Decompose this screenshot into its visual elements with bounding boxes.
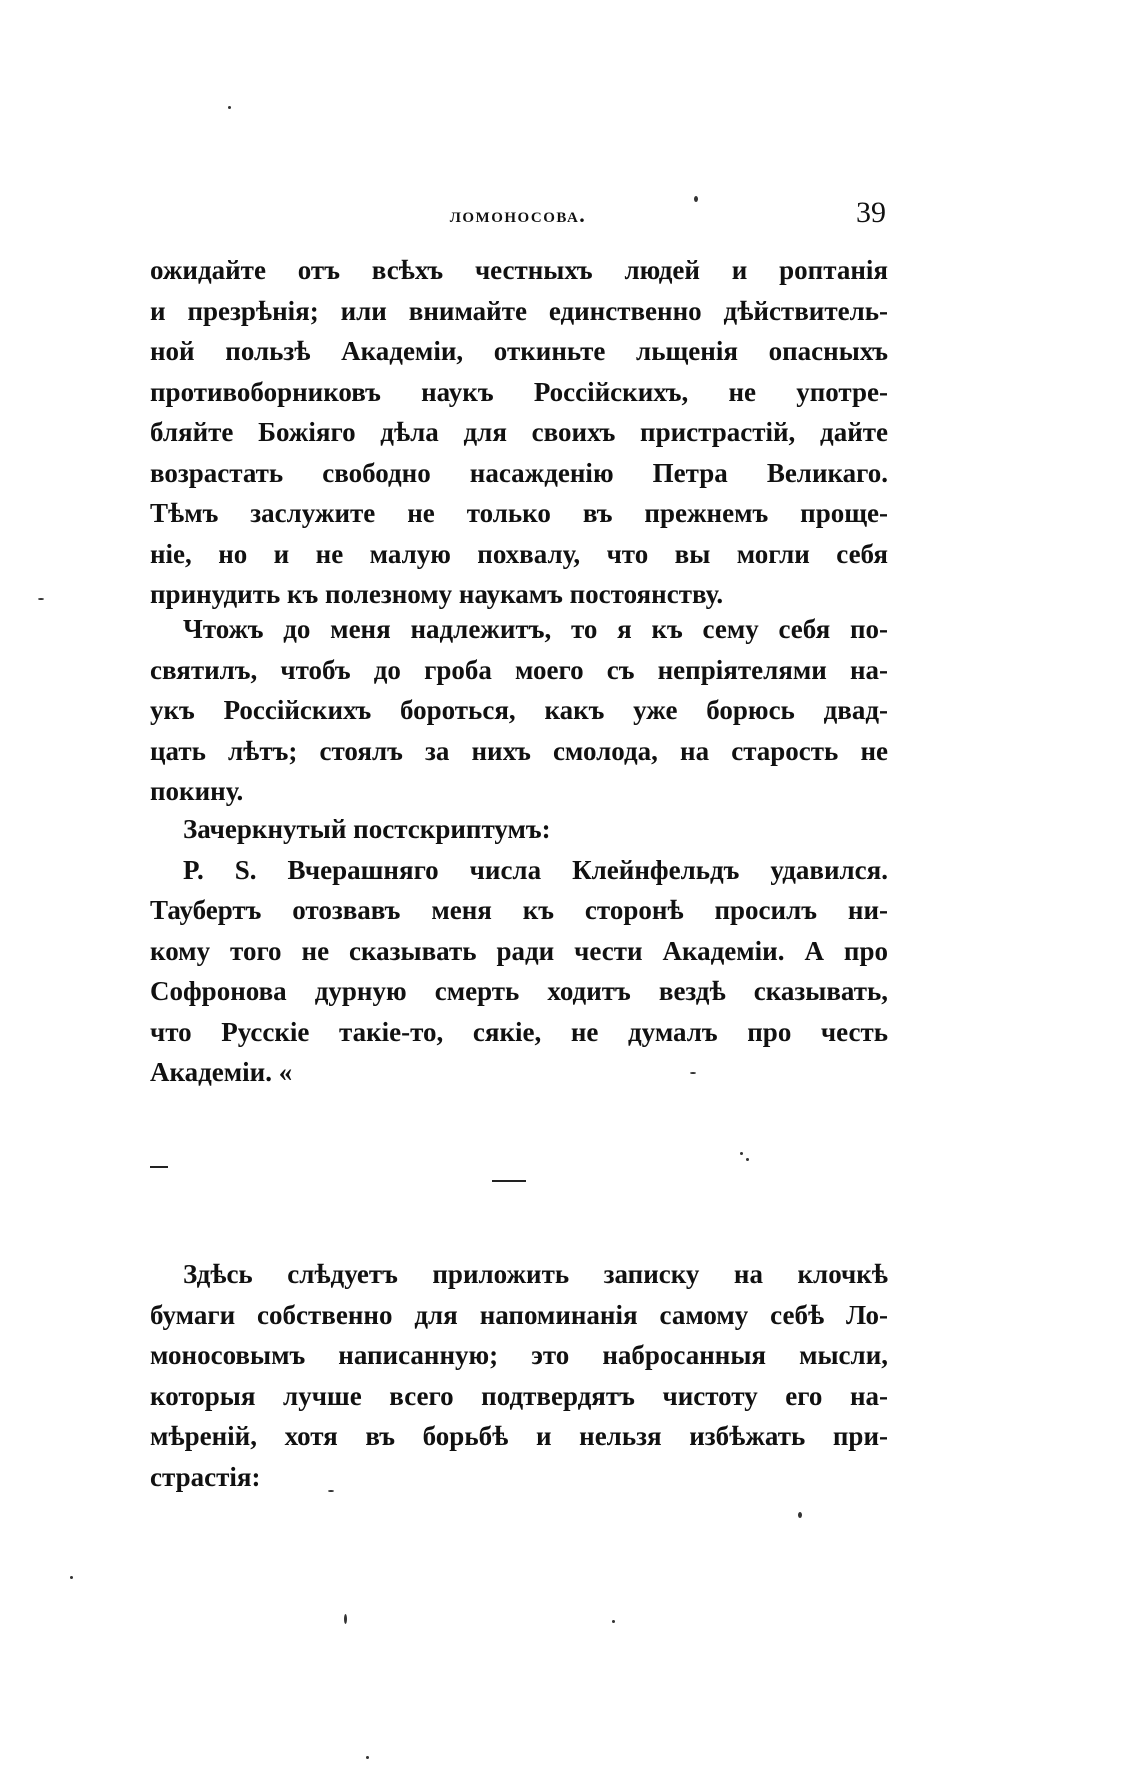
text-line: моносовымъ написанную; это набросанныя мысли, — [150, 1340, 888, 1370]
page-number: 39 — [856, 196, 886, 229]
scan-speck — [344, 1614, 347, 1624]
section-divider — [492, 1180, 526, 1182]
text-line: противоборниковъ наукъ Россійскихъ, не употре- — [150, 376, 888, 407]
text-line: Софронова дурную смерть ходитъ вездѣ сказывать, — [150, 976, 888, 1006]
text-line: Таубертъ отозвавъ меня къ сторонѣ просилъ ни- — [150, 895, 888, 925]
text-line: возрастать свободно насажденію Петра Великаго. — [150, 457, 888, 488]
text-line: кому того не сказывать ради чести Академіи. А про — [150, 935, 888, 966]
scan-speck — [366, 1756, 369, 1759]
text-line: укъ Россійскихъ бороться, какъ уже борюсь двад- — [150, 695, 888, 725]
scan-speck — [798, 1512, 802, 1518]
scan-speck — [694, 196, 698, 202]
paragraph-3-postscript — [150, 809, 888, 1093]
text-line: Зачеркнутый постскриптумъ: — [183, 814, 551, 844]
scan-speck — [690, 1072, 696, 1074]
text-line: Тѣмъ заслужите не только въ прежнемъ проще- — [150, 498, 888, 528]
text-line: принудить къ полезному наукамъ постоянству. — [150, 579, 724, 609]
text-line: бляйте Божіяго дѣла для своихъ пристрастій, дайте — [150, 417, 888, 447]
text-line: ожидайте отъ всѣхъ честныхъ людей и роптанія — [150, 255, 888, 285]
paragraph-4 — [150, 1254, 888, 1497]
scan-speck — [228, 106, 231, 109]
scan-speck — [328, 1490, 334, 1492]
paragraph-2 — [150, 609, 888, 812]
scan-speck — [70, 1576, 73, 1579]
text-line: Здѣсь слѣдуетъ приложить записку на клочкѣ — [183, 1259, 888, 1289]
text-line: P. S. Вчерашняго числа Клейнфельдъ удавился. — [183, 854, 888, 885]
scan-speck — [38, 598, 44, 600]
paragraph-1 — [150, 250, 888, 615]
text-line: Чтожъ до меня надлежитъ, то я къ сему себя по- — [183, 614, 888, 644]
text-line: Академіи. « — [150, 1057, 293, 1087]
scan-speck — [746, 1158, 749, 1161]
scan-speck — [612, 1620, 615, 1623]
stray-dash-mark — [150, 1166, 168, 1168]
running-head — [150, 196, 886, 236]
text-line: и презрѣнія; или внимайте единственно дѣйствитель- — [150, 295, 888, 326]
text-line: бумаги собственно для напоминанія самому себѣ Ло- — [150, 1299, 888, 1330]
running-head-title: ломоносова. — [449, 202, 587, 227]
text-line: ніе, но и не малую похвалу, что вы могли себя — [150, 538, 888, 569]
text-line: цать лѣтъ; стоялъ за нихъ смолода, на старость не — [150, 735, 888, 766]
scan-speck — [740, 1152, 743, 1155]
text-line: страстія: — [150, 1461, 261, 1492]
text-line: мѣреній, хотя въ борьбѣ и нельзя избѣжать при- — [150, 1421, 888, 1451]
text-line: ной пользѣ Академіи, откиньте льщенія опасныхъ — [150, 336, 888, 366]
text-line: покину. — [150, 776, 244, 806]
text-line: святилъ, чтобъ до гроба моего съ непріятелями на- — [150, 654, 888, 685]
text-line: что Русскіе такіе-то, сякіе, не думалъ про честь — [150, 1016, 888, 1047]
text-line: которыя лучше всего подтвердятъ чистоту его на- — [150, 1380, 888, 1411]
